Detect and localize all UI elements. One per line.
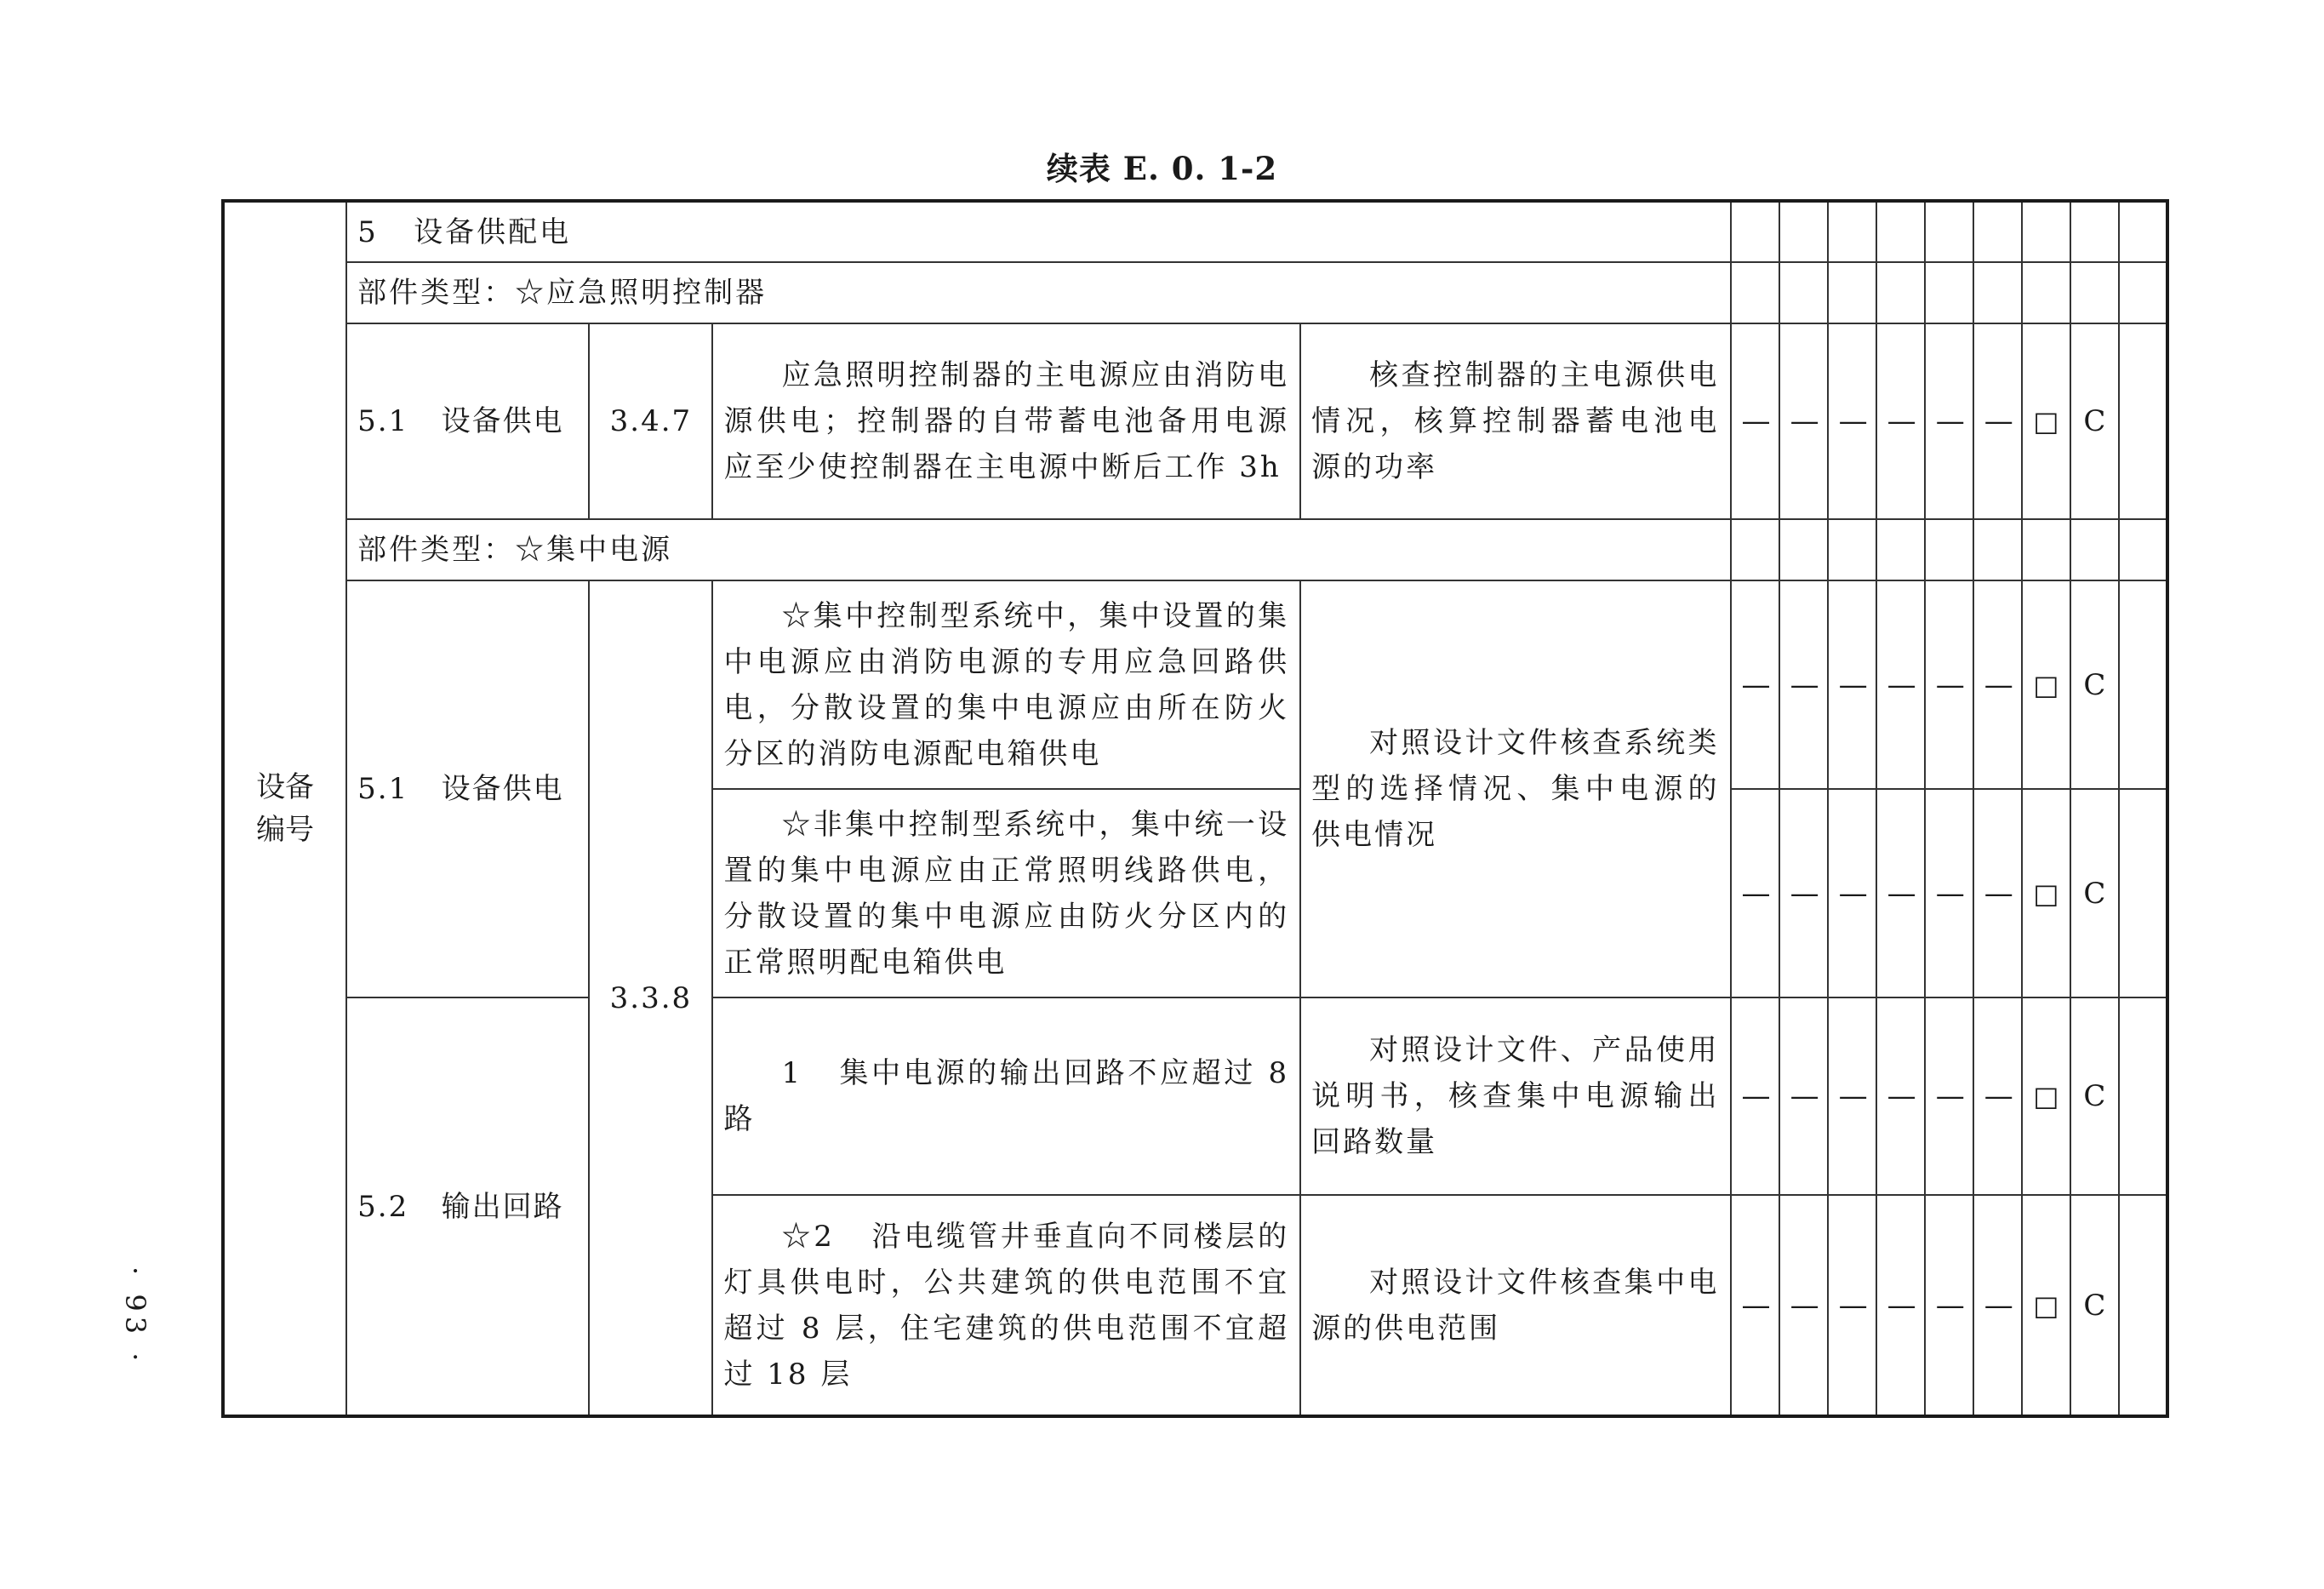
dash-cell: —: [1779, 789, 1828, 997]
method-cell: [1300, 580, 1730, 997]
dash-cell: —: [1876, 1195, 1925, 1416]
dash-cell: —: [1876, 789, 1925, 997]
method-cell: [1300, 323, 1730, 519]
dash-cell: —: [1876, 580, 1925, 789]
result-cell: [1973, 201, 2022, 262]
result-cell: [2070, 262, 2119, 323]
method-text: 对照设计文件核查集中电源的供电范围: [1311, 1265, 1720, 1346]
dash-cell: —: [1828, 1195, 1876, 1416]
requirement-text: ☆非集中控制型系统中，集中统一设置的集中电源应由正常照明线路供电，分散设置的集中电源应由防火分区内的正常照明配电箱供电: [723, 807, 1290, 980]
result-cell: [1731, 201, 1779, 262]
method-text: 核查控制器的主电源供电情况，核算控制器蓄电池电源的功率: [1311, 358, 1720, 484]
dash-cell: —: [1828, 323, 1876, 519]
dash-cell: —: [1876, 997, 1925, 1195]
result-cell: [2022, 262, 2070, 323]
dash-cell: —: [1973, 997, 2022, 1195]
result-cell: [1828, 262, 1876, 323]
result-cell: [2070, 201, 2119, 262]
requirement-cell: [712, 789, 1300, 997]
requirement-text: 1 集中电源的输出回路不应超过 8 路: [723, 1056, 1301, 1136]
dash-cell: —: [1779, 1195, 1828, 1416]
requirement-text: ☆2 沿电缆管井垂直向不同楼层的灯具供电时，公共建筑的供电范围不宜超过 8 层，住宅建筑的供电范围不宜超过 18 层: [723, 1219, 1290, 1392]
dash-cell: —: [1731, 1195, 1779, 1416]
requirement-cell: [712, 323, 1300, 519]
requirement-text: 应急照明控制器的主电源应由消防电源供电；控制器的自带蓄电池备用电源应至少使控制器在主电源中断后工作 3h: [723, 358, 1290, 484]
grade-cell: C: [2070, 580, 2119, 789]
dash-cell: —: [1973, 789, 2022, 997]
result-cell: [1925, 519, 1973, 580]
checkbox-cell[interactable]: □: [2022, 580, 2070, 789]
requirement-cell: [712, 1195, 1300, 1416]
dash-cell: —: [1779, 997, 1828, 1195]
checkbox-cell[interactable]: □: [2022, 789, 2070, 997]
result-cell: [2119, 789, 2167, 997]
result-cell: [1731, 519, 1779, 580]
checkbox-cell[interactable]: □: [2022, 323, 2070, 519]
requirement-text: ☆集中控制型系统中，集中设置的集中电源应由消防电源的专用应急回路供电，分散设置的集中电源应由所在防火分区的消防电源配电箱供电: [723, 598, 1290, 771]
dash-cell: —: [1828, 789, 1876, 997]
result-cell: [1779, 519, 1828, 580]
result-cell: [1876, 262, 1925, 323]
result-cell: [1779, 262, 1828, 323]
result-cell: [2022, 201, 2070, 262]
clause-cell: 3.4.7: [589, 323, 712, 519]
dash-cell: —: [1925, 997, 1973, 1195]
result-cell: [1876, 519, 1925, 580]
result-cell: [2119, 580, 2167, 789]
part-type-controller: 部件类型：☆应急照明控制器: [346, 262, 1730, 323]
result-cell: [1731, 262, 1779, 323]
method-text: 对照设计文件、产品使用说明书，核查集中电源输出回路数量: [1311, 1033, 1720, 1159]
dash-cell: —: [1731, 789, 1779, 997]
dash-cell: —: [1973, 323, 2022, 519]
table-row: [223, 580, 2167, 789]
item-cell: 5.1 设备供电: [346, 323, 589, 519]
result-cell: [1828, 519, 1876, 580]
dash-cell: —: [1779, 580, 1828, 789]
dash-cell: —: [1731, 323, 1779, 519]
grade-cell: C: [2070, 789, 2119, 997]
result-cell: [1925, 262, 1973, 323]
result-cell: [1876, 201, 1925, 262]
result-cell: [1973, 519, 2022, 580]
checkbox-cell[interactable]: □: [2022, 997, 2070, 1195]
result-cell: [1973, 262, 2022, 323]
grade-cell: C: [2070, 997, 2119, 1195]
result-cell: [2119, 519, 2167, 580]
section-header: 5 设备供配电: [346, 201, 1730, 262]
inspection-table: [221, 199, 2169, 1418]
result-cell: [2119, 201, 2167, 262]
result-cell: [2119, 1195, 2167, 1416]
dash-cell: —: [1925, 789, 1973, 997]
dash-cell: —: [1876, 323, 1925, 519]
method-cell: [1300, 997, 1730, 1195]
dash-cell: —: [1731, 997, 1779, 1195]
result-cell: [1779, 201, 1828, 262]
result-cell: [2119, 997, 2167, 1195]
grade-cell: C: [2070, 323, 2119, 519]
requirement-cell: [712, 997, 1300, 1195]
checkbox-cell[interactable]: □: [2022, 1195, 2070, 1416]
result-cell: [1925, 201, 1973, 262]
device-number-label: [223, 201, 346, 1416]
clause-cell: 3.3.8: [589, 580, 712, 1416]
grade-cell: C: [2070, 1195, 2119, 1416]
item-cell: 5.2 输出回路: [346, 997, 589, 1416]
table-row: [223, 997, 2167, 1195]
result-cell: [2022, 519, 2070, 580]
table-title: 续表 E. 0. 1-2: [1046, 150, 1278, 187]
dash-cell: —: [1973, 1195, 2022, 1416]
dash-cell: —: [1779, 323, 1828, 519]
dash-cell: —: [1828, 997, 1876, 1195]
device-number-text: 设备 编号: [256, 770, 315, 847]
dash-cell: —: [1925, 323, 1973, 519]
table-row: [223, 519, 2167, 580]
dash-cell: —: [1731, 580, 1779, 789]
result-cell: [2119, 262, 2167, 323]
table-row: [223, 201, 2167, 262]
table-row: [223, 323, 2167, 519]
result-cell: [2119, 323, 2167, 519]
dash-cell: —: [1828, 580, 1876, 789]
result-cell: [2070, 519, 2119, 580]
dash-cell: —: [1925, 1195, 1973, 1416]
page-number: · 93 ·: [119, 1266, 151, 1367]
method-text: 对照设计文件核查系统类型的选择情况、集中电源的供电情况: [1311, 726, 1720, 852]
dash-cell: —: [1925, 580, 1973, 789]
part-type-central-power: 部件类型：☆集中电源: [346, 519, 1730, 580]
requirement-cell: [712, 580, 1300, 789]
table-row: [223, 262, 2167, 323]
result-cell: [1828, 201, 1876, 262]
dash-cell: —: [1973, 580, 2022, 789]
item-cell: 5.1 设备供电: [346, 580, 589, 997]
method-cell: [1300, 1195, 1730, 1416]
